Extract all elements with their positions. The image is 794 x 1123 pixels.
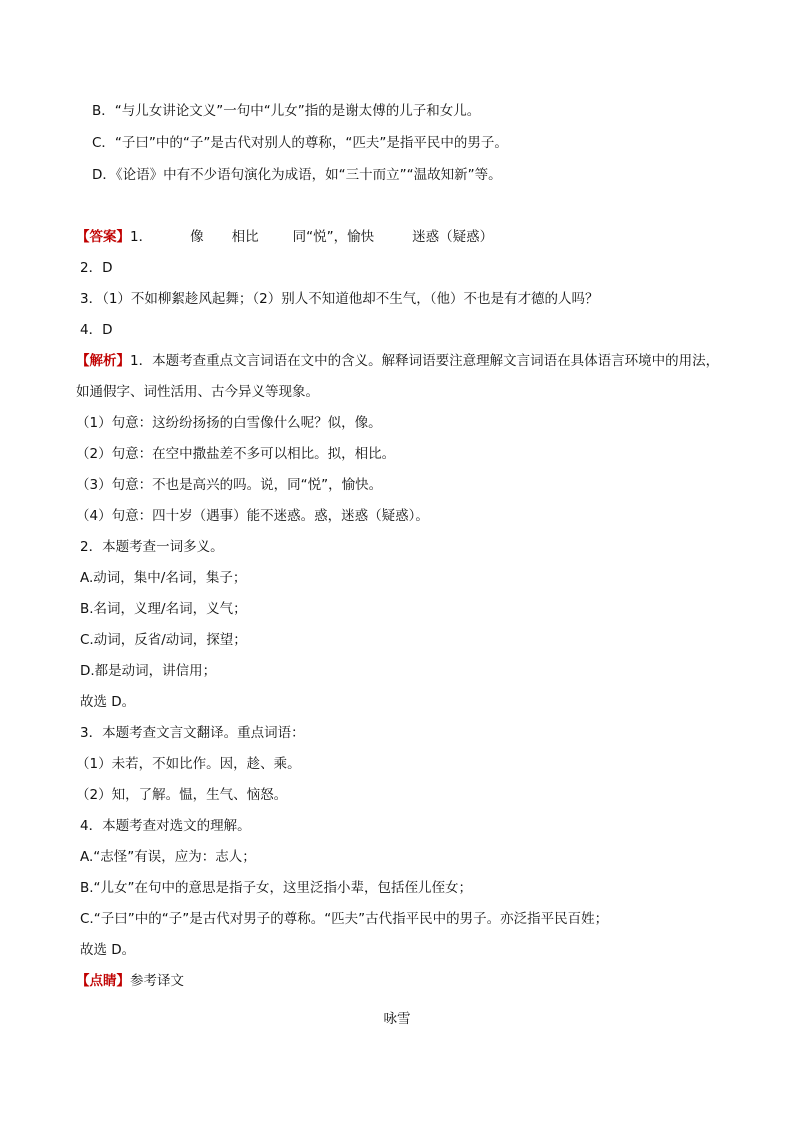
analysis-line: （2）知，了解。愠，生气、恼怒。: [76, 787, 288, 803]
analysis-line: B.名词，义理/名词，义气；: [80, 601, 247, 617]
answer-q2: 2．D: [80, 260, 113, 276]
answer-q1-item-3: 同“悦”，愉快: [292, 229, 375, 245]
option-b: B．“与儿女讲论文义”一句中“儿女”指的是谢太傅的儿子和女儿。: [92, 103, 481, 119]
analysis-tag: 【解析】: [76, 353, 130, 369]
answer-q1-number: 1．: [130, 229, 153, 245]
analysis-line: A.“志怪”有误，应为：志人；: [80, 849, 256, 865]
analysis-line: 4．本题考查对选文的理解。: [80, 818, 251, 834]
analysis-line: 故选 D。: [80, 942, 136, 958]
answer-q1-item-1: 像: [190, 229, 204, 245]
answer-q4: 4．D: [80, 322, 113, 338]
analysis-line: （1）句意：这纷纷扬扬的白雪像什么呢？似，像。: [76, 415, 382, 431]
analysis-line-1: [76, 351, 719, 371]
analysis-first-text: 1．本题考查重点文言词语在文中的含义。解释词语要注意理解文言词语在具体语言环境中的用法，: [130, 353, 720, 369]
analysis-line: B.“儿女”在句中的意思是指子女，这里泛指小辈，包括侄儿侄女；: [80, 880, 473, 896]
analysis-line: （1）未若，不如比作。因，趁、乘。: [76, 756, 301, 772]
option-c: C．“子曰”中的“子”是古代对别人的尊称，“匹夫”是指平民中的男子。: [92, 135, 508, 151]
answer-q3: 3．（1）不如柳絮趁风起舞；（2）别人不知道他却不生气，（他）不也是有才德的人吗？: [80, 291, 599, 307]
translation-title: 咏雪: [383, 1011, 411, 1027]
option-d: D．《论语》中有不少语句演化为成语，如“三十而立”“温故知新”等。: [92, 167, 502, 183]
comment-text: 参考译文: [130, 973, 184, 989]
analysis-line: C.动词，反省/动词，探望；: [80, 632, 247, 648]
answer-tag: 【答案】: [76, 229, 130, 245]
analysis-line: 故选 D。: [80, 694, 136, 710]
analysis-line: 2．本题考查一词多义。: [80, 539, 224, 555]
analysis-line: （3）句意：不也是高兴的吗。说，同“悦”，愉快。: [76, 477, 383, 493]
analysis-line: （4）句意：四十岁（遇事）能不迷惑。惑，迷惑（疑惑）。: [76, 508, 429, 524]
answer-q1-item-4: 迷惑（疑惑）: [412, 229, 494, 245]
analysis-line: A.动词，集中/名词，集子；: [80, 570, 247, 586]
answer-line-1: [76, 227, 493, 247]
comment-tag: 【点睛】: [76, 973, 130, 989]
analysis-line: 3．本题考查文言文翻译。重点词语：: [80, 725, 305, 741]
analysis-line: （2）句意：在空中撒盐差不多可以相比。拟，相比。: [76, 446, 396, 462]
analysis-line: 如通假字、词性活用、古今异义等现象。: [76, 384, 319, 400]
answer-q1-item-2: 相比: [231, 229, 259, 245]
analysis-line: D.都是动词，讲信用；: [80, 663, 217, 679]
analysis-line: C.“子曰”中的“子”是古代对男子的尊称。“匹夫”古代指平民中的男子。亦泛指平民百姓；: [80, 911, 609, 927]
comment-line: [76, 971, 184, 991]
